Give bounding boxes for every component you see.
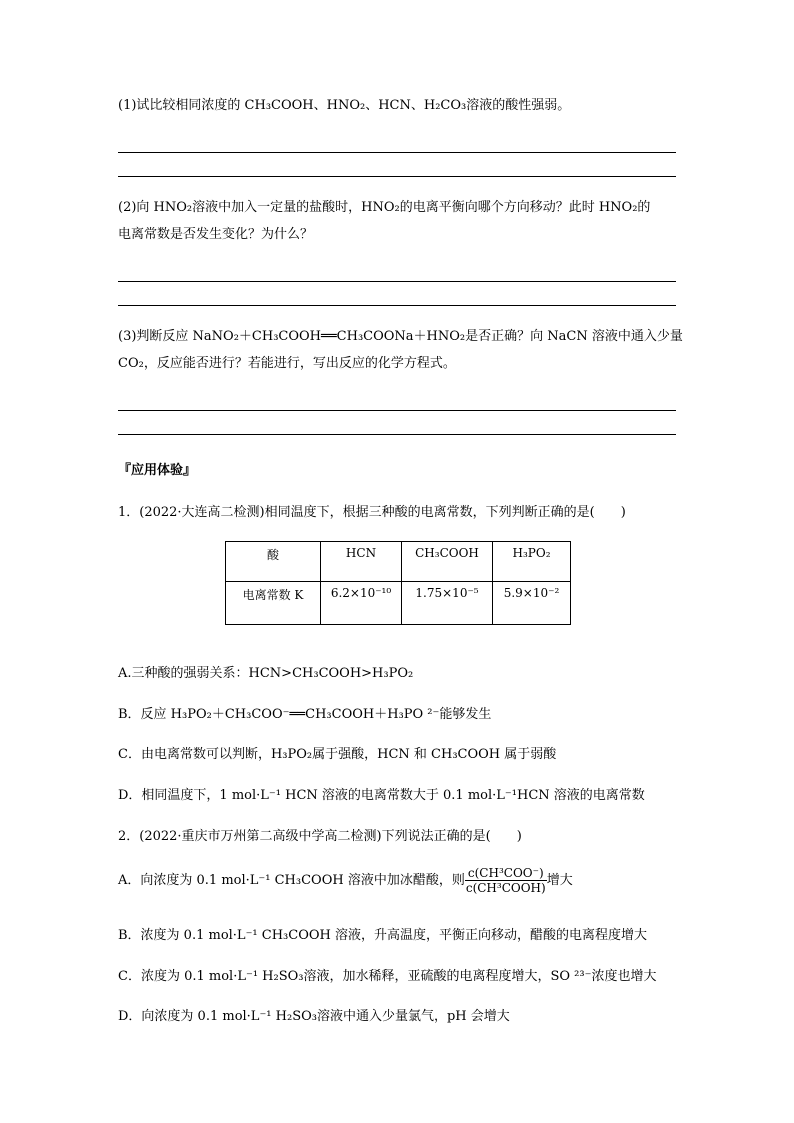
question-1-text: (1)试比较相同浓度的 CH₃COOH、HNO₂、HCN、H₂CO₃溶液的酸性强弱。 (118, 98, 571, 113)
problem-1-option-c: C．由电离常数可以判断，H₃PO₂属于强酸，HCN 和 CH₃COOH 属于弱酸 (118, 747, 557, 762)
problem-1-option-d: D．相同温度下，1 mol·L⁻¹ HCN 溶液的电离常数大于 0.1 mol·L⁻¹HCN 溶液的电离常数 (118, 788, 645, 803)
answer-line (118, 281, 676, 282)
problem-2-option-c: C．浓度为 0.1 mol·L⁻¹ H₂SO₃溶液，加水稀释，亚硫酸的电离程度增大，SO ²³⁻浓度也增大 (118, 969, 657, 984)
option-a-suffix: 增大 (546, 873, 573, 888)
table-cell: 5.9×10⁻² (493, 582, 571, 625)
table-row (226, 582, 571, 625)
section-title: 『应用体验』 (118, 463, 197, 478)
table-header-cell: 酸 (226, 542, 321, 582)
fraction-numerator: c(CH³COO⁻) (465, 866, 547, 881)
answer-line (118, 305, 676, 306)
table-header-cell: CH₃COOH (402, 542, 493, 582)
table-header-cell: H₃PO₂ (493, 542, 571, 582)
question-3-line-2: CO₂，反应能否进行？若能进行，写出反应的化学方程式。 (118, 356, 456, 371)
problem-2-option-a (118, 866, 573, 896)
ionization-constant-table (225, 541, 571, 625)
concentration-ratio-fraction (465, 866, 547, 895)
answer-line (118, 152, 676, 153)
table-row (226, 542, 571, 582)
answer-line (118, 176, 676, 177)
option-a-prefix: A．向浓度为 0.1 mol·L⁻¹ CH₃COOH 溶液中加冰醋酸，则 (118, 873, 465, 888)
table-cell: 1.75×10⁻⁵ (402, 582, 493, 625)
question-2-line-1: (2)向 HNO₂溶液中加入一定量的盐酸时，HNO₂的电离平衡向哪个方向移动？此时 HNO₂的 (118, 200, 651, 215)
answer-line (118, 434, 676, 435)
problem-2-option-b: B．浓度为 0.1 mol·L⁻¹ CH₃COOH 溶液，升高温度，平衡正向移动，醋酸的电离程度增大 (118, 928, 648, 943)
problem-1-option-b: B．反应 H₃PO₂＋CH₃COO⁻══CH₃COOH＋H₃PO ²⁻能够发生 (118, 707, 492, 722)
answer-line (118, 410, 676, 411)
problem-2-option-d: D．向浓度为 0.1 mol·L⁻¹ H₂SO₃溶液中通入少量氯气，pH 会增大 (118, 1009, 510, 1024)
problem-1-stem: 1．(2022·大连高二检测)相同温度下，根据三种酸的电离常数，下列判断正确的是( ) (118, 505, 626, 520)
question-2-line-2: 电离常数是否发生变化？为什么？ (118, 227, 314, 242)
table-header-cell: HCN (321, 542, 402, 582)
problem-2-stem: 2．(2022·重庆市万州第二高级中学高二检测)下列说法正确的是( ) (118, 829, 522, 844)
problem-1-option-a: A.三种酸的强弱关系：HCN>CH₃COOH>H₃PO₂ (118, 666, 414, 681)
table-cell: 6.2×10⁻¹⁰ (321, 582, 402, 625)
table-row-label: 电离常数 K (226, 582, 321, 625)
question-3-line-1: (3)判断反应 NaNO₂＋CH₃COOH══CH₃COONa＋HNO₂是否正确？向 NaCN 溶液中通入少量 (118, 329, 683, 344)
fraction-denominator: c(CH³COOH) (465, 881, 546, 895)
